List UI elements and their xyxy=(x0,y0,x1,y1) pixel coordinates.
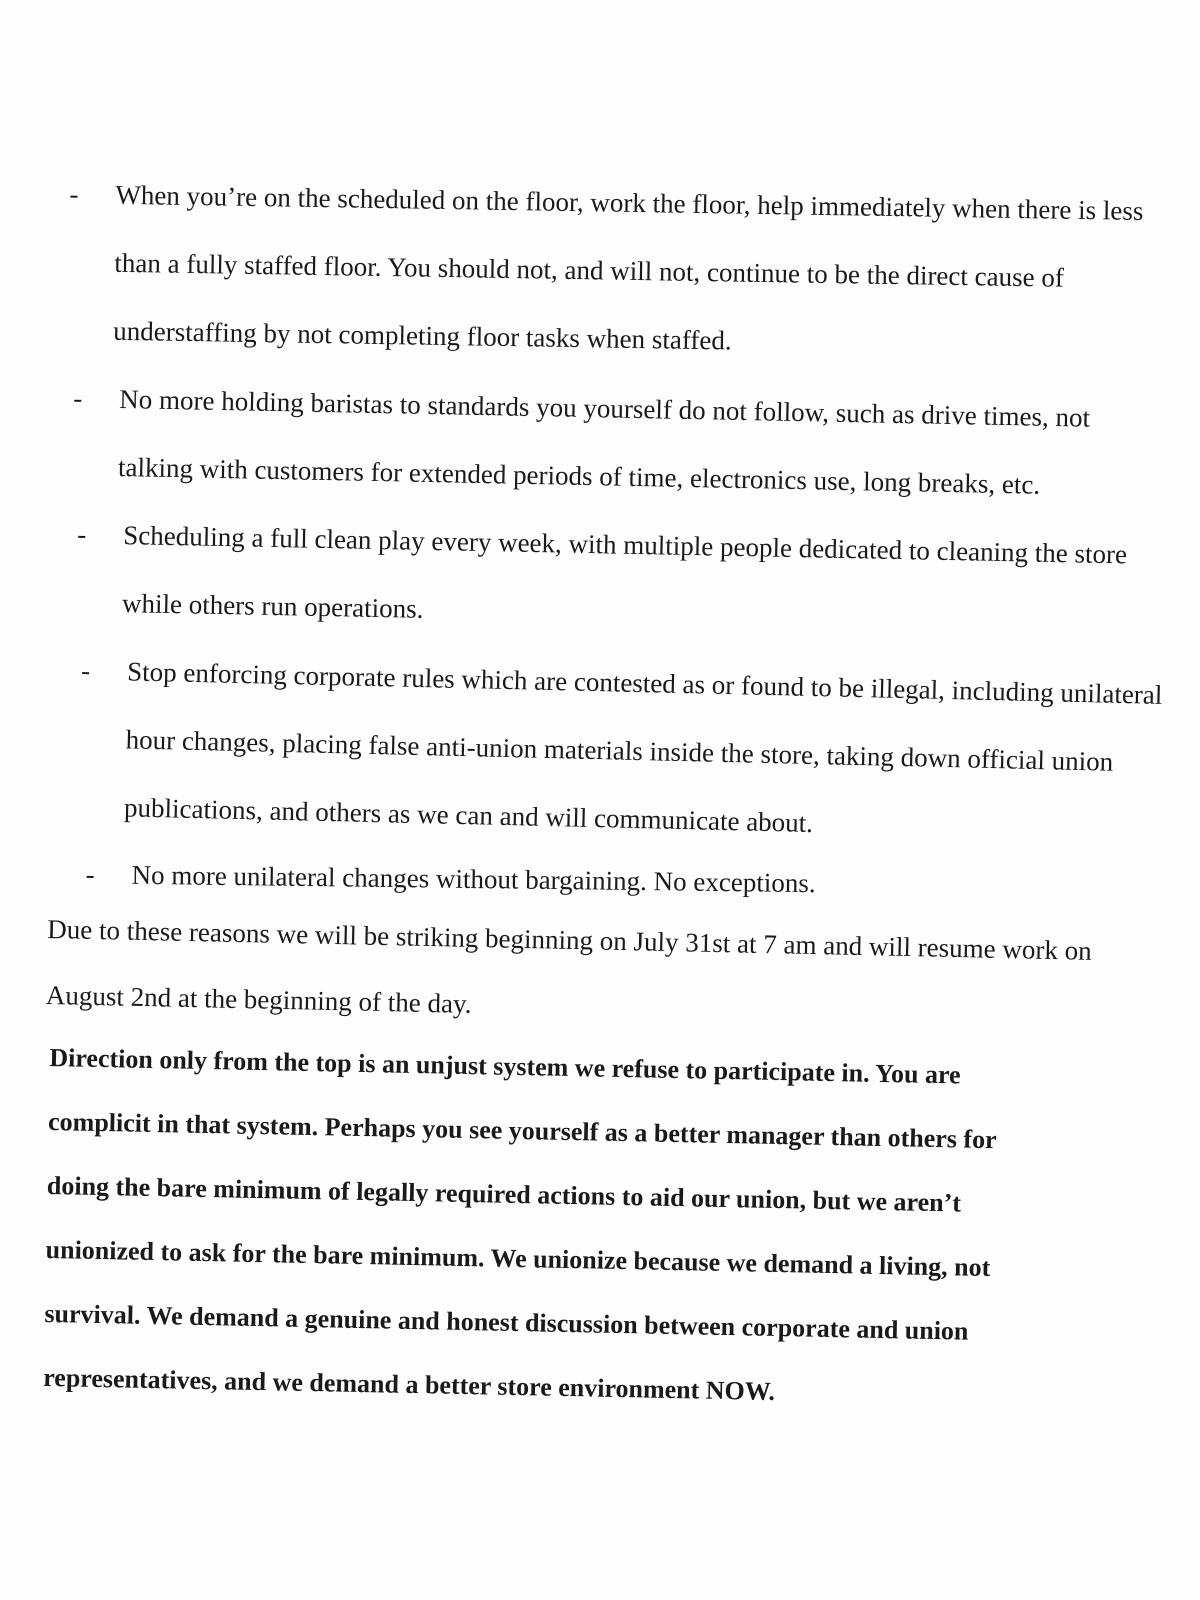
bullet-dash: - xyxy=(77,519,87,550)
list-item xyxy=(63,160,1156,381)
demands-list xyxy=(66,160,1163,908)
demand-statement: Direction only from the top is an unjust system we refuse to participate in. You are complicit in that system. Perhaps you see yourself as a better manager than others for doing the bare minimum of legally required actions to aid our union, but we aren’t unionized to ask for the bare minimum. We unionize because we demand a living, not survival. We demand a genuine and honest discussion between corporate and union representatives, and we demand a better store environment NOW. xyxy=(42,1042,997,1406)
bullet-text: When you’re on the scheduled on the floor, work the floor, help immediately when there is less than a fully staffed floor. You should not, and will not, continue to be the direct cause of understaffing by not completing floor tasks when staffed. xyxy=(113,179,1144,356)
bullet-dash: - xyxy=(73,383,83,414)
strike-announcement: Due to these reasons we will be striking beginning on July 31st at 7 am and will resume work on August 2nd at the beginning of the day. xyxy=(45,913,1092,1019)
bullet-dash: - xyxy=(69,179,79,210)
bullet-dash: - xyxy=(85,859,95,890)
bullet-text: Scheduling a full clean play every week, with multiple people dedicated to cleaning the store while others run operations. xyxy=(121,520,1128,624)
list-item xyxy=(71,500,1163,657)
list-item xyxy=(73,636,1167,865)
bullet-text: No more holding baristas to standards you yourself do not follow, such as drive times, not talking with customers for extended periods of time, electronics use, long breaks, etc. xyxy=(117,384,1091,500)
bullet-text: No more unilateral changes without bargaining. No exceptions. xyxy=(131,859,816,899)
bullet-dash: - xyxy=(80,655,91,686)
list-item xyxy=(67,364,1159,521)
bullet-text: Stop enforcing corporate rules which are contested as or found to be illegal, including unilateral hour changes, placing false anti-union materials inside the store, taking down official union publications, and others as we can and will communicate about. xyxy=(123,656,1163,838)
